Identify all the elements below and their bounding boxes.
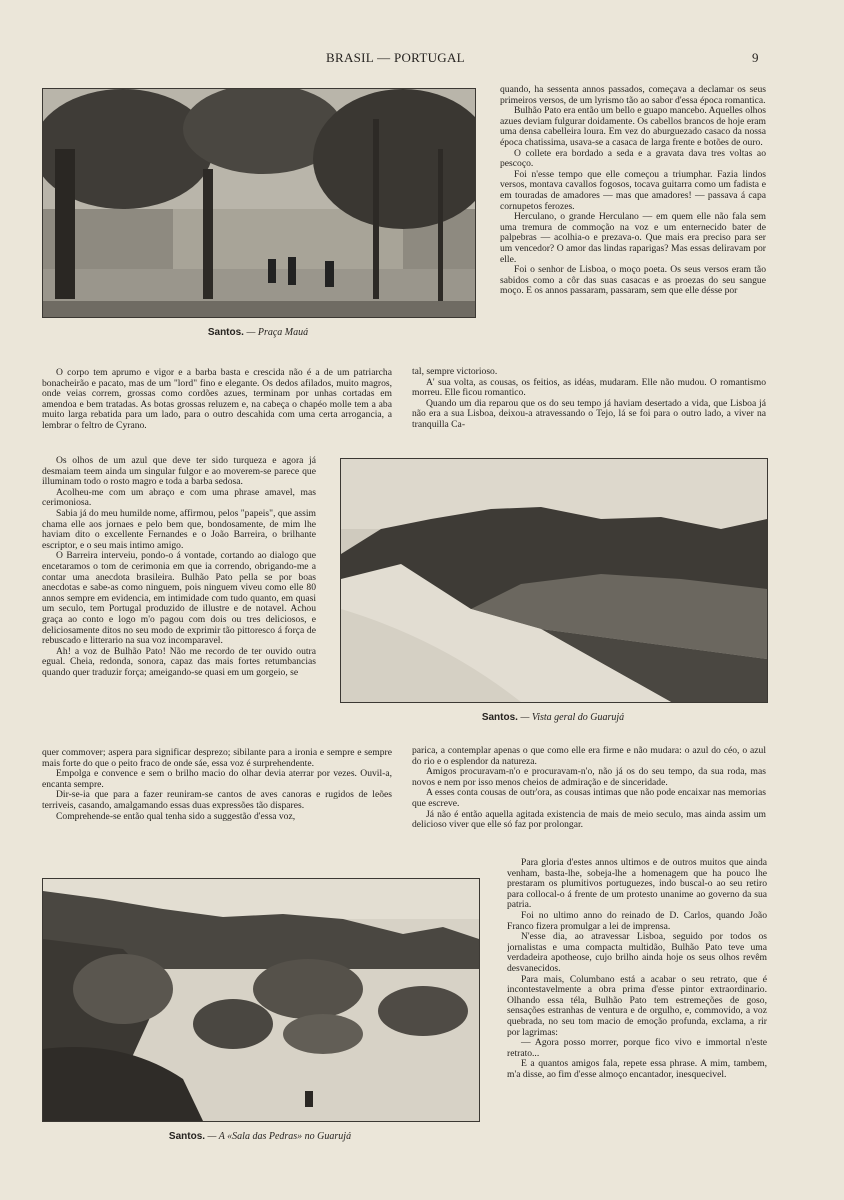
page-header — [0, 50, 844, 66]
column-right-bottom — [507, 858, 767, 1146]
column-right-wide — [412, 367, 766, 435]
photo-vista-guaruja — [340, 458, 768, 703]
paragraph: Os olhos de um azul que deve ter sido turqueza e agora já desmaiam teem ainda um singular fulgor e ao moverem-se parece que illuminam todo o rosto magro e toda a barba sedosa. — [42, 456, 316, 488]
caption-praca-maua — [42, 327, 474, 338]
caption-description: — Vista geral do Guarujá — [517, 712, 625, 723]
column-right-mid — [412, 746, 766, 858]
column-left-wide — [42, 368, 392, 456]
paragraph: Para gloria d'estes annos ultimos e de outros muitos que ainda venham, basta-lhe, sobeja-lhe a homenagem que ha pouco lhe prestaram os plumitivos portuguezes, indo buscal-o ao seu retiro para collocal-o á frente de um protesto unanime ao governo da sua patria. — [507, 858, 767, 911]
paragraph: Dir-se-ia que para a fazer reuniram-se cantos de aves canoras e rugidos de leões terriveis, casando, amalgamando essas duas expressões tão dispares. — [42, 789, 392, 811]
paragraph: Comprehende-se então qual tenha sido a suggestão d'essa voz, — [56, 810, 296, 822]
paragraph: E a quantos amigos fala, repete essa phrase. A mim, tambem, m'a disse, ao fim d'esse almoço encantador, inesquecivel. — [507, 1058, 767, 1080]
paragraph: Bulhão Pato era então um bello e guapo mancebo. Aquelles olhos azues deviam fulgurar doidamente. Os cabellos brancos de hoje eram uma densa cabelleira loura. Em vez do aburguezado casaco da nossa época chatissima, usava-se a casaca de larga frente e botões de ouro. — [500, 105, 766, 148]
paragraph: Foi n'esse tempo que elle começou a triumphar. Fazia lindos versos, montava cavallos fogosos, tocava guitarra como um fadista e em touradas de amadores — mas que amadores! — passava á capa cornupetos ferozes. — [500, 168, 766, 212]
caption-description: — A «Sala das Pedras» no Guarujá — [205, 1131, 352, 1142]
paragraph: Sabia já do meu humilde nome, affirmou, pelos "papeis", que assim chama elle aos jornaes e pelo bem que, bondosamente, de mim lhe haviam dito o excellente Fernandes e o João Barreira, o brilhante escriptor, e o seu mais intimo amigo. — [42, 507, 316, 551]
paragraph: Já não é então aquella agitada existencia de mais de meio seculo, mas ainda assim um delicioso viver que elle só faz por prolongar. — [412, 808, 766, 831]
page-number: 9 — [752, 50, 759, 65]
caption-location: Santos. — [207, 327, 244, 338]
paragraph: Quando um dia reparou que os do seu tempo já haviam desertado a vida, que Lisboa já não era a sua Lisboa, deixou-a atravessando o Tejo, lá se foi para o outro lado, a viver na tranquilla Ca- — [412, 397, 766, 430]
paragraph: Acolheu-me com um abraço e com uma phrase amavel, mas cerimoniosa. — [42, 486, 316, 509]
paragraph: O collete era bordado a seda e a gravata dava tres voltas ao pescoço. — [500, 147, 766, 170]
paragraph: Foi o senhor de Lisboa, o moço poeta. Os seus versos eram tão sabidos como a côr das suas casacas e as proezas do seu sangue moço. E os annos passaram, passaram, sem que elle désse por — [500, 264, 766, 297]
paragraph: Para mais, Columbano está a acabar o seu retrato, que é incontestavelmente a obra prima d'esse pintor extraordinario. Olhando essa téla, Bulhão Pato tem estremeções de goso, sensações estranhas de ventura e de orgulho, e, commovido, a voz quebrada, no seu tom macio de emoção profunda, exclama, a rir por lagrimas: — [507, 973, 767, 1038]
paragraph: — Agora posso morrer, porque fico vivo e immortal n'este retrato... — [507, 1037, 767, 1059]
column-right-top — [500, 85, 766, 367]
column-left-narrow — [42, 456, 316, 748]
caption-location: Santos. — [481, 712, 518, 723]
caption-location: Santos. — [168, 1131, 206, 1142]
caption-description: — Praça Mauá — [243, 327, 309, 338]
caption-sala-das-pedras — [42, 1131, 478, 1142]
paragraph: O Barreira interveiu, pondo-o á vontade, cortando ao dialogo que encetaramos o tom de cerimonia em que ia correndo, obrigando-me a contar uma anecdota brasileira. Bulhão Pato pella se por boas anecdotas e sabe-as como ninguem, pois ninguem viveu como elle 80 annos sempre em evidencia, em intimidade com tudo quanto, em quasi um seculo, tem Portugal produzido de illustre e de notavel. Achou graça ao conto e logo m'o pagou com dois ou tres deliciosos, e deliciosamente ditos no seu modo de exprimir tão pittoresco á força de rebuscado e litterario na sua voz incomparavel. — [42, 550, 316, 647]
photo-praca-maua — [42, 88, 476, 318]
paragraph: O corpo tem aprumo e vigor e a barba basta e crescida não é a de um patriarcha bonacheirão e pacato, mas de um "lord" fino e elegante. Os dedos afilados, muito magros, onde veias correm, grossas como cordões azues, terminam por unhas cortadas em amendoa e bem tratadas. As botas grossas reluzem e, na cabeça o chapéo molle tem a aba muito larga rebatida para um lado, para o outro descahida com uma certa arrogancia, a lembrar o feltro de Cyrano. — [42, 368, 392, 431]
running-title: BRASIL — PORTUGAL — [326, 50, 465, 65]
paragraph: tal, sempre victorioso. — [412, 367, 498, 377]
paragraph: N'esse dia, ao atravessar Lisboa, seguido por todos os jornalistas e uma compacta multidão, Bulhão Pato teve uma verdadeira apotheose, cujo brilho ainda hoje os seus olhos revêm desvanecidos. — [507, 931, 767, 974]
paragraph: quer commover; aspera para significar desprezo; sibilante para a ironia e sempre e sempre mais forte do que o peito fraco de onde sáe, essa voz é surprehendente. — [42, 748, 392, 769]
column-left-wide-2 — [42, 748, 392, 848]
caption-vista-guaruja — [340, 712, 766, 723]
paragraph: parica, a contemplar apenas o que como elle era firme e não mudara: o azul do céo, o azul do rio e o esplendor da natureza. — [412, 746, 766, 767]
paragraph: Herculano, o grande Herculano — em quem elle não fala sem uma tremura de commoção na voz e um enternecido bater de palpebras — acolhia-o e prezava-o. Que mais era preciso para ser um vencedor? O amor das lindas raparigas? Mas essas deliravam por elle. — [500, 211, 766, 265]
paragraph: Ah! a voz de Bulhão Pato! Não me recordo de ter ouvido outra egual. Cheia, redonda, sonora, capaz das mais fortes retumbancias quando quer traduzir força; ameigando-se quasi em um gorgeio, se — [42, 645, 316, 678]
paragraph: A esses conta cousas de outr'ora, as cousas intimas que não pode encaixar nas memorias que escreve. — [412, 787, 766, 809]
photo-sala-das-pedras — [42, 878, 480, 1122]
paragraph: Foi no ultimo anno do reinado de D. Carlos, quando João Franco fizera promulgar a lei de imprensa. — [507, 909, 767, 932]
paragraph: Amigos procuravam-n'o e procuravam-n'o, não já os do seu tempo, da sua roda, mas novos e nem por isso menos cheios de admiração e de sinceridade. — [412, 766, 766, 788]
paragraph: quando, ha sessenta annos passados, começava a declamar os seus primeiros versos, de um lyrismo tão ao sabor d'essa época romantica. — [500, 85, 766, 106]
paragraph: A' sua volta, as cousas, os feitios, as idéas, mudaram. Elle não mudou. O romantismo morreu. Elle ficou romantico. — [412, 376, 766, 399]
paragraph: Empolga e convence e sem o brilho macio do olhar devia aterrar por vezes. Ouvil-a, encanta sempre. — [42, 768, 392, 790]
